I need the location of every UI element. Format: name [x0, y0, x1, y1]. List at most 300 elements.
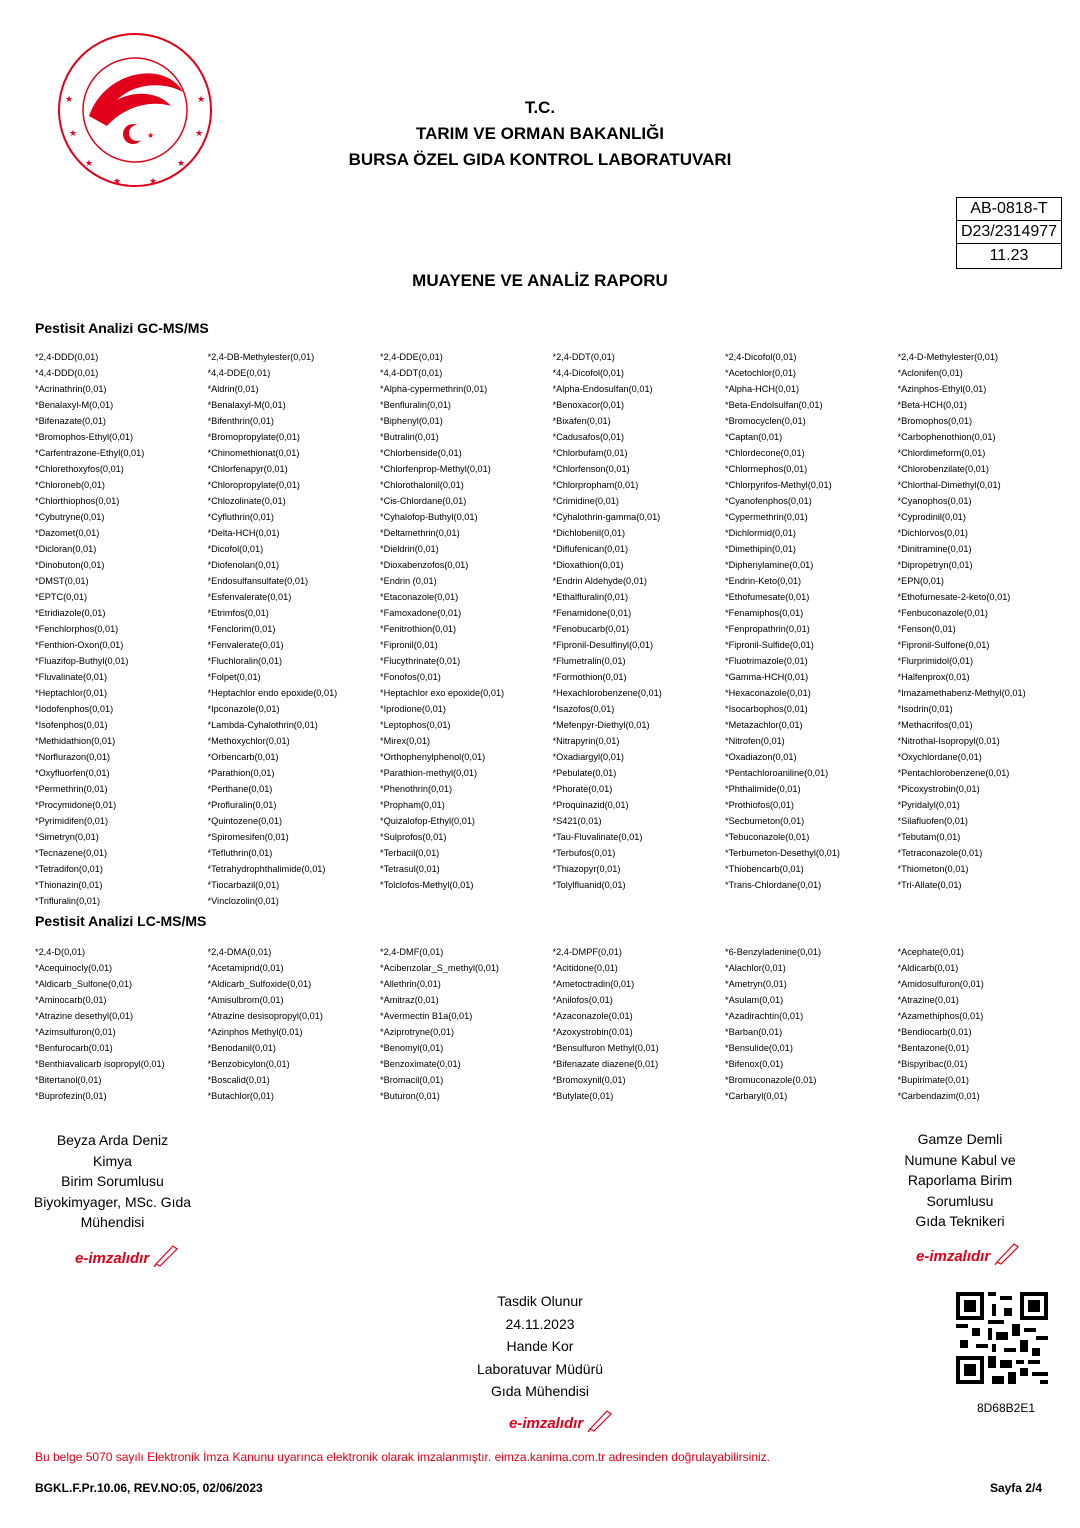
pesticide-item: *Dazomet(0,01) — [35, 528, 100, 538]
report-date: 11.23 — [989, 247, 1029, 264]
pesticide-item: *Dimethipin(0,01) — [725, 544, 796, 554]
pesticide-item: *Acequinocly(0,01) — [35, 963, 113, 973]
pesticide-item: *Oxadiazon(0,01) — [725, 752, 797, 762]
pesticide-item: *Permethrin(0,01) — [35, 784, 108, 794]
pesticide-item: *Terbufos(0,01) — [552, 848, 616, 858]
pesticide-item: *Bromuconazole(0,01) — [725, 1075, 817, 1085]
pesticide-item: *Norflurazon(0,01) — [35, 752, 111, 762]
pesticide-item: *Cadusafos(0,01) — [552, 432, 624, 442]
pesticide-item: *Heptachlor(0,01) — [35, 688, 108, 698]
document-code: AB-0818-T — [957, 198, 1061, 221]
pesticide-item: *Atrazine(0,01) — [897, 995, 959, 1005]
pesticide-item: *Hexaconazole(0,01) — [725, 688, 811, 698]
pesticide-item: *Benzobicylon(0,01) — [207, 1059, 290, 1069]
pesticide-item: *Aclonifen(0,01) — [897, 368, 963, 378]
pesticide-item: *Chlorfenapyr(0,01) — [207, 464, 288, 474]
pesticide-item: *Fluchloralin(0,01) — [207, 656, 283, 666]
pesticide-item: *Fluazifop-Buthyl(0,01) — [35, 656, 129, 666]
pesticide-item: *Aldrin(0,01) — [207, 384, 259, 394]
pesticide-item: *Fluotrimazole(0,01) — [725, 656, 808, 666]
pesticide-item: *Phorate(0,01) — [552, 784, 613, 794]
signatory-line: Birim Sorumlusu — [61, 1173, 164, 1189]
pesticide-item: *Nitrothal-Isopropyl(0,01) — [897, 736, 1000, 746]
pesticide-item: *Pentachloroaniline(0,01) — [725, 768, 829, 778]
pesticide-item: *Dipropetryn(0,01) — [897, 560, 973, 570]
pesticide-item: *Benzoximate(0,01) — [380, 1059, 461, 1069]
pesticide-item: *Allethrin(0,01) — [380, 979, 441, 989]
approval-label: Tasdik Olunur — [497, 1293, 583, 1309]
e-signature-label: e-imzalıdır — [509, 1415, 584, 1432]
pesticide-item: *Cybutryne(0,01) — [35, 512, 105, 522]
pesticide-item: *Heptachlor exo epoxide(0,01) — [380, 688, 505, 698]
pesticide-item: *Chlordimeform(0,01) — [897, 448, 986, 458]
pesticide-item: *Chlozolinate(0,01) — [207, 496, 286, 506]
pesticide-item: *Azoxystrobin(0,01) — [552, 1027, 633, 1037]
pesticide-item: *Pebulate(0,01) — [552, 768, 617, 778]
pesticide-item: *2,4-DDD(0,01) — [35, 352, 99, 362]
pesticide-item: *Dinobuton(0,01) — [35, 560, 105, 570]
pesticide-item: *Secbumeton(0,01) — [725, 816, 805, 826]
e-signature-stamp — [75, 1243, 179, 1267]
pesticide-item: *Chlormephos(0,01) — [725, 464, 808, 474]
pesticide-item: *Cyhalofop-Buthyl(0,01) — [380, 512, 478, 522]
svg-text:★: ★ — [177, 159, 186, 169]
pesticide-item: *Phenothrin(0,01) — [380, 784, 453, 794]
pesticide-item: *Quintozene(0,01) — [207, 816, 283, 826]
pesticide-item: *Delta-HCH(0,01) — [207, 528, 280, 538]
pesticide-item: *Dicloran(0,01) — [35, 544, 97, 554]
pesticide-item: *Fonofos(0,01) — [380, 672, 441, 682]
pesticide-item: *Dichlobenil(0,01) — [552, 528, 626, 538]
pesticide-item: *Fenson(0,01) — [897, 624, 956, 634]
pesticide-item: *Tecnazene(0,01) — [35, 848, 108, 858]
pesticide-item: *Bifenazate(0,01) — [35, 416, 106, 426]
pesticide-item: *Isocarbophos(0,01) — [725, 704, 808, 714]
pesticide-item: *Oxadiargyl(0,01) — [552, 752, 624, 762]
pesticide-item: *Tri-Allate(0,01) — [897, 880, 962, 890]
signatory-line: Numune Kabul ve — [904, 1151, 1016, 1168]
pesticide-item: *Dicofol(0,01) — [207, 544, 264, 554]
pesticide-item: *Bensulide(0,01) — [725, 1043, 793, 1053]
svg-text:★: ★ — [149, 177, 158, 187]
pesticide-item: *Crimidine(0,01) — [552, 496, 619, 506]
pesticide-item: *Alpha-HCH(0,01) — [725, 384, 800, 394]
pesticide-item: *Cyfluthrin(0,01) — [207, 512, 274, 522]
pesticide-item: *Trifluralin(0,01) — [35, 896, 101, 906]
pesticide-item: *Dinitramine(0,01) — [897, 544, 972, 554]
pesticide-item: *Bifenazate diazene(0,01) — [552, 1059, 659, 1069]
pesticide-item: *Iodofenphos(0,01) — [35, 704, 114, 714]
svg-text:★: ★ — [195, 129, 204, 139]
header-tc: T.C. — [524, 98, 556, 117]
pesticide-item: *Bromocyclen(0,01) — [725, 416, 806, 426]
pesticide-item: *Tebuconazole(0,01) — [725, 832, 810, 842]
gc-pesticide-list — [35, 349, 1065, 909]
pesticide-item: *Carbendazim(0,01) — [897, 1091, 980, 1101]
pesticide-item: *Tetrahydrophthalimide(0,01) — [207, 864, 326, 874]
e-signature-label: e-imzalıdır — [75, 1250, 150, 1267]
pesticide-item: *Bentazone(0,01) — [897, 1043, 970, 1053]
pesticide-item: *Imazamethabenz-Methyl(0,01) — [897, 688, 1026, 698]
pesticide-item: *Barban(0,01) — [725, 1027, 783, 1037]
pesticide-item: *Pyrimidifen(0,01) — [35, 816, 109, 826]
pesticide-item: *Chinomethionat(0,01) — [207, 448, 300, 458]
pesticide-item: *Chloropropylate(0,01) — [207, 480, 300, 490]
pesticide-item: *Orbencarb(0,01) — [207, 752, 279, 762]
pesticide-item: *Fluvalinate(0,01) — [35, 672, 108, 682]
pesticide-item: *Bifenthrin(0,01) — [207, 416, 274, 426]
signatory-line: Raporlama Birim — [907, 1172, 1013, 1188]
pesticide-item: *Ipconazole(0,01) — [207, 704, 280, 714]
pesticide-item: *Endrin (0,01) — [380, 576, 437, 586]
report-number — [957, 221, 1061, 244]
e-signature-label: e-imzalıdır — [916, 1248, 991, 1265]
pesticide-item: *EPN(0,01) — [897, 576, 944, 586]
pesticide-item: *Asulam(0,01) — [725, 995, 784, 1005]
pesticide-item: *Parathion(0,01) — [207, 768, 275, 778]
pesticide-item: *Cyanophos(0,01) — [897, 496, 972, 506]
pesticide-item: *Dioxabenzofos(0,01) — [380, 560, 469, 570]
pesticide-item: *Benodanil(0,01) — [207, 1043, 276, 1053]
approver-title: Laboratuvar Müdürü — [476, 1360, 604, 1377]
pesticide-item: *Acitidone(0,01) — [552, 963, 618, 973]
pesticide-item: *Aldicarb_Sulfoxide(0,01) — [207, 979, 312, 989]
pesticide-item: *Aminocarb(0,01) — [35, 995, 107, 1005]
pesticide-item: *Bensulfuron Methyl(0,01) — [552, 1043, 659, 1053]
form-code: BGKL.F.Pr.10.06, REV.NO:05, 02/06/2023 — [35, 1481, 263, 1495]
document-code-box — [956, 197, 1062, 269]
approver-name: Hande Kor — [506, 1338, 574, 1354]
svg-text:★: ★ — [85, 159, 94, 169]
pen-icon — [153, 1243, 179, 1267]
pesticide-item: *Chlorbufam(0,01) — [552, 448, 628, 458]
pesticide-item: *Fenclorim(0,01) — [207, 624, 276, 634]
pesticide-item: *Fipronil(0,01) — [380, 640, 438, 650]
pesticide-item: *Deltamethrin(0,01) — [380, 528, 460, 538]
pesticide-item: *Halfenprox(0,01) — [897, 672, 970, 682]
pesticide-item: *Azaconazole(0,01) — [552, 1011, 633, 1021]
pesticide-item: *Benfurocarb(0,01) — [35, 1043, 113, 1053]
lc-pesticide-list — [35, 944, 1065, 1104]
pesticide-item: *Captan(0,01) — [725, 432, 783, 442]
pesticide-item: *Butylate(0,01) — [552, 1091, 614, 1101]
pesticide-item: *Dichlormid(0,01) — [725, 528, 796, 538]
pesticide-item: *2,4-D(0,01) — [35, 947, 86, 957]
pesticide-item: *2,4-D-Methylester(0,01) — [897, 352, 999, 362]
pesticide-item: *Spiromesifen(0,01) — [207, 832, 289, 842]
pesticide-item: *Amidosulfuron(0,01) — [897, 979, 984, 989]
svg-text:★: ★ — [65, 95, 74, 105]
pesticide-item: *Acephate(0,01) — [897, 947, 964, 957]
pesticide-item: *Tau-Fluvalinate(0,01) — [552, 832, 643, 842]
pesticide-item: *Picoxystrobin(0,01) — [897, 784, 980, 794]
pesticide-item: *Chlorothalonil(0,01) — [380, 480, 464, 490]
pesticide-item: *Chlorethoxyfos(0,01) — [35, 464, 124, 474]
pesticide-item: *Chlorbenside(0,01) — [380, 448, 462, 458]
svg-text:★: ★ — [113, 177, 122, 187]
pesticide-item: *Cyprodinil(0,01) — [897, 512, 966, 522]
pesticide-item: *Anilofos(0,01) — [552, 995, 613, 1005]
pesticide-item: *Acetamiprid(0,01) — [207, 963, 284, 973]
approver-title: Gıda Mühendisi — [490, 1383, 590, 1399]
page-number: Sayfa 2/4 — [989, 1481, 1042, 1495]
pesticide-item: *2,4-DDT(0,01) — [552, 352, 615, 362]
pesticide-item: *Amisulbrom(0,01) — [207, 995, 284, 1005]
pesticide-item: *Trans-Chlordane(0,01) — [725, 880, 822, 890]
pesticide-item: *Amitraz(0,01) — [380, 995, 439, 1005]
pesticide-item: *Azinphos-Ethyl(0,01) — [897, 384, 987, 394]
pesticide-item: *Thiometon(0,01) — [897, 864, 969, 874]
pesticide-item: *Proquinazid(0,01) — [552, 800, 629, 810]
pesticide-item: *Simetryn(0,01) — [35, 832, 99, 842]
pesticide-item: *Dieldrin(0,01) — [380, 544, 439, 554]
pesticide-item: *Ethofumesate-2-keto(0,01) — [897, 592, 1011, 602]
pesticide-item: *Parathion-methyl(0,01) — [380, 768, 478, 778]
verification-code: 8D68B2E1 — [976, 1401, 1036, 1415]
pesticide-item: *Tiocarbazil(0,01) — [207, 880, 280, 890]
pesticide-item: *6-Benzyladenine(0,01) — [725, 947, 822, 957]
pesticide-item: *Aziprotryne(0,01) — [380, 1027, 455, 1037]
pesticide-item: *Hexachlorobenzene(0,01) — [552, 688, 662, 698]
pesticide-item: *Benoxacor(0,01) — [552, 400, 624, 410]
pesticide-item: *Acibenzolar_S_methyl(0,01) — [380, 963, 499, 973]
pesticide-item: *Thiobencarb(0,01) — [725, 864, 804, 874]
pesticide-item: *Endrin Aldehyde(0,01) — [552, 576, 647, 586]
pesticide-item: *Beta-Endolsulfan(0,01) — [725, 400, 823, 410]
pesticide-item: *Bromacil(0,01) — [380, 1075, 444, 1085]
pesticide-item: *Metazachlor(0,01) — [725, 720, 803, 730]
approval-date: 24.11.2023 — [505, 1315, 575, 1332]
pesticide-item: *Cyanofenphos(0,01) — [725, 496, 812, 506]
pesticide-item: *Oxychlordane(0,01) — [897, 752, 982, 762]
pesticide-item: *4,4-DDD(0,01) — [35, 368, 99, 378]
pesticide-item: *Aldicarb(0,01) — [897, 963, 959, 973]
pesticide-item: *Fenvalerate(0,01) — [207, 640, 284, 650]
pesticide-item: *Cis-Chlordane(0,01) — [380, 496, 467, 506]
pesticide-item: *Fipronil-Sulfide(0,01) — [725, 640, 814, 650]
pesticide-item: *Fipronil-Sulfone(0,01) — [897, 640, 990, 650]
approval-block — [440, 1290, 640, 1403]
pesticide-item: *Bixafen(0,01) — [552, 416, 611, 426]
pesticide-item: *Fenamiphos(0,01) — [725, 608, 804, 618]
pesticide-item: *Alpha-cypermethrin(0,01) — [380, 384, 488, 394]
pesticide-item: *Bendiocarb(0,01) — [897, 1027, 972, 1037]
signatory-line: Kimya — [93, 1152, 132, 1169]
pesticide-item: *Beta-HCH(0,01) — [897, 400, 967, 410]
pesticide-item: *Methidathion(0,01) — [35, 736, 116, 746]
pesticide-item: *Nitrofen(0,01) — [725, 736, 785, 746]
pesticide-item: *Etrimfos(0,01) — [207, 608, 269, 618]
pesticide-item: *Ethalfluralin(0,01) — [552, 592, 629, 602]
pesticide-item: *Pentachlorobenzene(0,01) — [897, 768, 1010, 778]
pesticide-item: *Fenthion-Oxon(0,01) — [35, 640, 124, 650]
pesticide-item: *2,4-DB-Methylester(0,01) — [207, 352, 315, 362]
pesticide-item: *Benalaxyl-M(0,01) — [35, 400, 114, 410]
pesticide-item: *Butachlor(0,01) — [207, 1091, 274, 1101]
pesticide-item: *Orthophenylphenol(0,01) — [380, 752, 486, 762]
pesticide-item: *Bromoxynil(0,01) — [552, 1075, 626, 1085]
pesticide-item: *Atrazine desethyl(0,01) — [35, 1011, 134, 1021]
signatory-left — [20, 1130, 205, 1233]
pesticide-item: *Pyridalyl(0,01) — [897, 800, 960, 810]
pesticide-item: *Isazofos(0,01) — [552, 704, 615, 714]
pesticide-item: *Nitrapyrin(0,01) — [552, 736, 620, 746]
pesticide-item: *2,4-DDE(0,01) — [380, 352, 443, 362]
pesticide-item: *Iprodione(0,01) — [380, 704, 446, 714]
pesticide-item: *Methoxychlor(0,01) — [207, 736, 290, 746]
pesticide-item: *Fipronil-Desulfinyl(0,01) — [552, 640, 654, 650]
pesticide-item: *Diphenylamine(0,01) — [725, 560, 814, 570]
signatory-name: Beyza Arda Deniz — [56, 1132, 169, 1148]
pesticide-item: *Chlorthal-Dimethyl(0,01) — [897, 480, 1001, 490]
pesticide-item: *Fenpropathrin(0,01) — [725, 624, 810, 634]
pesticide-item: *Formothion(0,01) — [552, 672, 627, 682]
pesticide-item: *Ethofumesate(0,01) — [725, 592, 810, 602]
pesticide-item: *Etridiazole(0,01) — [35, 608, 106, 618]
pesticide-item: *2,4-DMF(0,01) — [380, 947, 444, 957]
pesticide-item: *4,4-DDT(0,01) — [380, 368, 443, 378]
pesticide-item: *Prothiofos(0,01) — [725, 800, 794, 810]
pesticide-item: *Avermectin B1a(0,01) — [380, 1011, 473, 1021]
pesticide-item: *Procymidone(0,01) — [35, 800, 117, 810]
legal-note: Bu belge 5070 sayılı Elektronik İmza Kanunu uyarınca elektronik olarak imzalanmıştır. eimza.kanima.com.tr adresinden doğrulayabilirsiniz. — [35, 1450, 771, 1464]
pesticide-item: *Flumetralin(0,01) — [552, 656, 626, 666]
pesticide-item: *EPTC(0,01) — [35, 592, 88, 602]
pesticide-item: *Perthane(0,01) — [207, 784, 273, 794]
pesticide-item: *Heptachlor endo epoxide(0,01) — [207, 688, 338, 698]
pesticide-item: *Chlorobenzilate(0,01) — [897, 464, 989, 474]
pesticide-item: *Vinclozolin(0,01) — [207, 896, 279, 906]
pesticide-item: *Carbophenothion(0,01) — [897, 432, 996, 442]
e-signature-stamp — [509, 1408, 613, 1432]
pesticide-item: *2,4-DMA(0,01) — [207, 947, 272, 957]
svg-text:★: ★ — [197, 95, 206, 105]
header-laboratory: BURSA ÖZEL GIDA KONTROL LABORATUVARI — [348, 150, 732, 169]
pesticide-item: *Bupirimate(0,01) — [897, 1075, 969, 1085]
pesticide-item: *Silafluofen(0,01) — [897, 816, 968, 826]
pesticide-item: *Folpet(0,01) — [207, 672, 261, 682]
pesticide-item: *Phthalimide(0,01) — [725, 784, 801, 794]
signatory-name: Gamze Demli — [917, 1131, 1003, 1147]
pesticide-item: *Alpha-Endosulfan(0,01) — [552, 384, 653, 394]
pesticide-item: *Benfluralin(0,01) — [380, 400, 451, 410]
qr-code-icon[interactable] — [956, 1292, 1048, 1384]
pesticide-item: *Biphenyl(0,01) — [380, 416, 443, 426]
pesticide-item: *Diflufenican(0,01) — [552, 544, 629, 554]
pesticide-item: *Cypermethrin(0,01) — [725, 512, 808, 522]
pesticide-item: *Azamethiphos(0,01) — [897, 1011, 984, 1021]
pesticide-item: *Chlordecone(0,01) — [725, 448, 805, 458]
pesticide-item: *Carbaryl(0,01) — [725, 1091, 788, 1101]
pesticide-item: *Fenchlorphos(0,01) — [35, 624, 119, 634]
pesticide-item: *Butralin(0,01) — [380, 432, 439, 442]
signatory-line: Mühendisi — [80, 1214, 145, 1230]
gc-section-title: Pestisit Analizi GC-MS/MS — [35, 320, 209, 336]
pen-icon — [994, 1241, 1020, 1265]
pesticide-item: *Terbacil(0,01) — [380, 848, 440, 858]
pesticide-item: *Gamma-HCH(0,01) — [725, 672, 809, 682]
pesticide-item: *Chlorthiophos(0,01) — [35, 496, 120, 506]
pesticide-item: *Fenitrothion(0,01) — [380, 624, 457, 634]
pesticide-item: *Chlorfenprop-Methyl(0,01) — [380, 464, 491, 474]
pesticide-item: *Isofenphos(0,01) — [35, 720, 108, 730]
pesticide-item: *Lambda-Cyhalothrin(0,01) — [207, 720, 318, 730]
pesticide-item: *Profluralin(0,01) — [207, 800, 277, 810]
pesticide-item: *Chlorfenson(0,01) — [552, 464, 630, 474]
pesticide-item: *Tebutam(0,01) — [897, 832, 961, 842]
signatory-right — [880, 1129, 1040, 1232]
pesticide-item: *Thionazin(0,01) — [35, 880, 103, 890]
pesticide-item: *Bromophos-Ethyl(0,01) — [35, 432, 134, 442]
report-title: MUAYENE VE ANALİZ RAPORU — [412, 271, 668, 290]
pesticide-item: *Bitertanol(0,01) — [35, 1075, 102, 1085]
pesticide-item: *Propham(0,01) — [380, 800, 445, 810]
pesticide-item: *DMST(0,01) — [35, 576, 89, 586]
pesticide-item: *Buturon(0,01) — [380, 1091, 440, 1101]
pen-icon — [587, 1408, 613, 1432]
pesticide-item: *Azinphos Methyl(0,01) — [207, 1027, 303, 1037]
pesticide-item: *Aldicarb_Sulfone(0,01) — [35, 979, 133, 989]
report-number-text: D23/2314977 — [960, 223, 1058, 240]
pesticide-item: *Sulprofos(0,01) — [380, 832, 447, 842]
signatory-line: Gıda Teknikeri — [915, 1213, 1005, 1229]
pesticide-item: *Thiazopyr(0,01) — [552, 864, 621, 874]
pesticide-item: *Esfenvalerate(0,01) — [207, 592, 292, 602]
pesticide-item: *Dioxathion(0,01) — [552, 560, 624, 570]
pesticide-item: *Azadirachtin(0,01) — [725, 1011, 804, 1021]
pesticide-item: *Tetraconazole(0,01) — [897, 848, 983, 858]
pesticide-item: *Methacrifos(0,01) — [897, 720, 973, 730]
header-ministry: TARIM VE ORMAN BAKANLIĞI — [415, 124, 665, 143]
pesticide-item: *Fenamidone(0,01) — [552, 608, 632, 618]
svg-text:★: ★ — [147, 131, 155, 140]
pesticide-item: *Terbumeton-Desethyl(0,01) — [725, 848, 840, 858]
e-signature-stamp — [916, 1241, 1020, 1265]
pesticide-item: *Flurprimidol(0,01) — [897, 656, 974, 666]
pesticide-item: *Tetrasul(0,01) — [380, 864, 440, 874]
pesticide-item: *Bromopropylate(0,01) — [207, 432, 300, 442]
pesticide-item: *Fenobucarb(0,01) — [552, 624, 630, 634]
pesticide-item: *Buprofezin(0,01) — [35, 1091, 107, 1101]
pesticide-item: *Quizalofop-Ethyl(0,01) — [380, 816, 475, 826]
pesticide-item: *Atrazine desisopropyl(0,01) — [207, 1011, 323, 1021]
pesticide-item: *Bromophos(0,01) — [897, 416, 973, 426]
pesticide-item: *Isodrin(0,01) — [897, 704, 953, 714]
pesticide-item: *Famoxadone(0,01) — [380, 608, 462, 618]
pesticide-item: *Chlorpropham(0,01) — [552, 480, 639, 490]
pesticide-item: *Diofenolan(0,01) — [207, 560, 280, 570]
pesticide-item: *Mirex(0,01) — [380, 736, 431, 746]
pesticide-item: *Acetochlor(0,01) — [725, 368, 796, 378]
pesticide-item: *Azimsulfuron(0,01) — [35, 1027, 116, 1037]
pesticide-item: *2,4-Dicofol(0,01) — [725, 352, 797, 362]
pesticide-item: *4,4-DDE(0,01) — [207, 368, 271, 378]
pesticide-item: *Bifenox(0,01) — [725, 1059, 784, 1069]
pesticide-item: *Tefluthrin(0,01) — [207, 848, 273, 858]
pesticide-item: *Tolylfluanid(0,01) — [552, 880, 626, 890]
pesticide-item: *Fenbuconazole(0,01) — [897, 608, 988, 618]
lc-section-title: Pestisit Analizi LC-MS/MS — [35, 913, 207, 929]
svg-text:★: ★ — [69, 129, 78, 139]
pesticide-item: *Endrin-Keto(0,01) — [725, 576, 802, 586]
pesticide-item: *Dichlorvos(0,01) — [897, 528, 968, 538]
pesticide-item: *Benomyl(0,01) — [380, 1043, 444, 1053]
pesticide-item: *Endosulfansulfate(0,01) — [207, 576, 309, 586]
pesticide-item: *Oxyfluorfen(0,01) — [35, 768, 110, 778]
pesticide-item: *Boscalid(0,01) — [207, 1075, 270, 1085]
pesticide-item: *Tetradifon(0,01) — [35, 864, 103, 874]
pesticide-item: *Cyhalothrin-gamma(0,01) — [552, 512, 661, 522]
